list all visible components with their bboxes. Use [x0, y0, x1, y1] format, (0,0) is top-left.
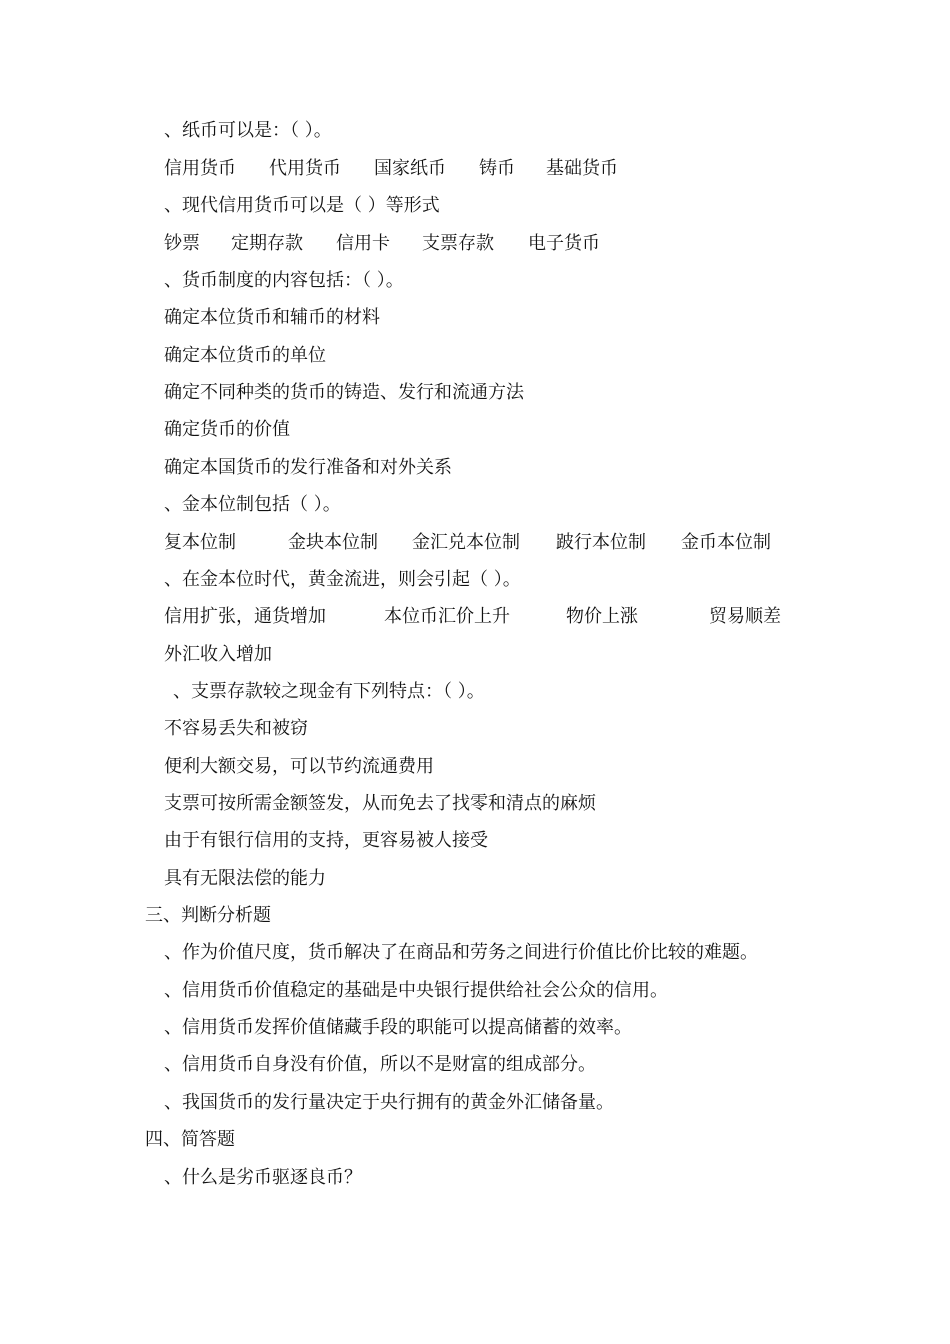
option-row — [164, 606, 824, 628]
option: 物价上涨 — [566, 606, 638, 627]
option: 支票存款 — [422, 233, 494, 254]
question-item: 、什么是劣币驱逐良币？ — [164, 1167, 362, 1188]
question-item: 、我国货币的发行量决定于央行拥有的黄金外汇储备量。 — [164, 1092, 614, 1113]
option-row — [164, 233, 764, 255]
option: 金币本位制 — [681, 532, 771, 553]
option: 信用货币 — [164, 158, 236, 179]
question-stem: 、在金本位时代，黄金流进，则会引起（ ）。 — [164, 569, 521, 590]
question-stem: 、现代信用货币可以是（ ）等形式 — [164, 195, 440, 216]
question-stem: 、纸币可以是：（ ）。 — [164, 120, 332, 141]
question-item: 、信用货币自身没有价值，所以不是财富的组成部分。 — [164, 1054, 596, 1075]
option: 确定本位货币的单位 — [164, 345, 326, 366]
option: 基础货币 — [546, 158, 618, 179]
option: 本位币汇价上升 — [384, 606, 510, 627]
option: 确定本国货币的发行准备和对外关系 — [164, 457, 452, 478]
option: 信用卡 — [336, 233, 390, 254]
option: 金块本位制 — [288, 532, 378, 553]
option: 便利大额交易，可以节约流通费用 — [164, 756, 434, 777]
question-stem: 、货币制度的内容包括：（ ）。 — [164, 270, 404, 291]
question-stem: 、支票存款较之现金有下列特点：（ ）。 — [173, 681, 485, 702]
option-row — [164, 532, 824, 554]
option: 定期存款 — [231, 233, 303, 254]
question-item: 、信用货币发挥价值储藏手段的职能可以提高储蓄的效率。 — [164, 1017, 632, 1038]
section-heading: 三、判断分析题 — [145, 905, 271, 926]
option: 不容易丢失和被窃 — [164, 718, 308, 739]
option: 由于有银行信用的支持，更容易被人接受 — [164, 830, 488, 851]
option: 确定不同种类的货币的铸造、发行和流通方法 — [164, 382, 524, 403]
option: 贸易顺差 — [709, 606, 781, 627]
question-item: 、作为价值尺度，货币解决了在商品和劳务之间进行价值比价比较的难题。 — [164, 942, 758, 963]
option: 电子货币 — [528, 233, 600, 254]
section-heading: 四、简答题 — [145, 1129, 235, 1150]
option: 确定货币的价值 — [164, 419, 290, 440]
option: 跛行本位制 — [556, 532, 646, 553]
option: 金汇兑本位制 — [412, 532, 520, 553]
option: 钞票 — [164, 233, 200, 254]
option: 具有无限法偿的能力 — [164, 868, 326, 889]
question-stem: 、金本位制包括（ ）。 — [164, 494, 341, 515]
option: 代用货币 — [269, 158, 341, 179]
option: 铸币 — [479, 158, 515, 179]
option-row — [164, 158, 764, 180]
option: 信用扩张，通货增加 — [164, 606, 326, 627]
question-item: 、信用货币价值稳定的基础是中央银行提供给社会公众的信用。 — [164, 980, 668, 1001]
option: 支票可按所需金额签发，从而免去了找零和清点的麻烦 — [164, 793, 596, 814]
option: 外汇收入增加 — [164, 644, 272, 665]
option: 复本位制 — [164, 532, 236, 553]
option: 国家纸币 — [374, 158, 446, 179]
option: 确定本位货币和辅币的材料 — [164, 307, 380, 328]
